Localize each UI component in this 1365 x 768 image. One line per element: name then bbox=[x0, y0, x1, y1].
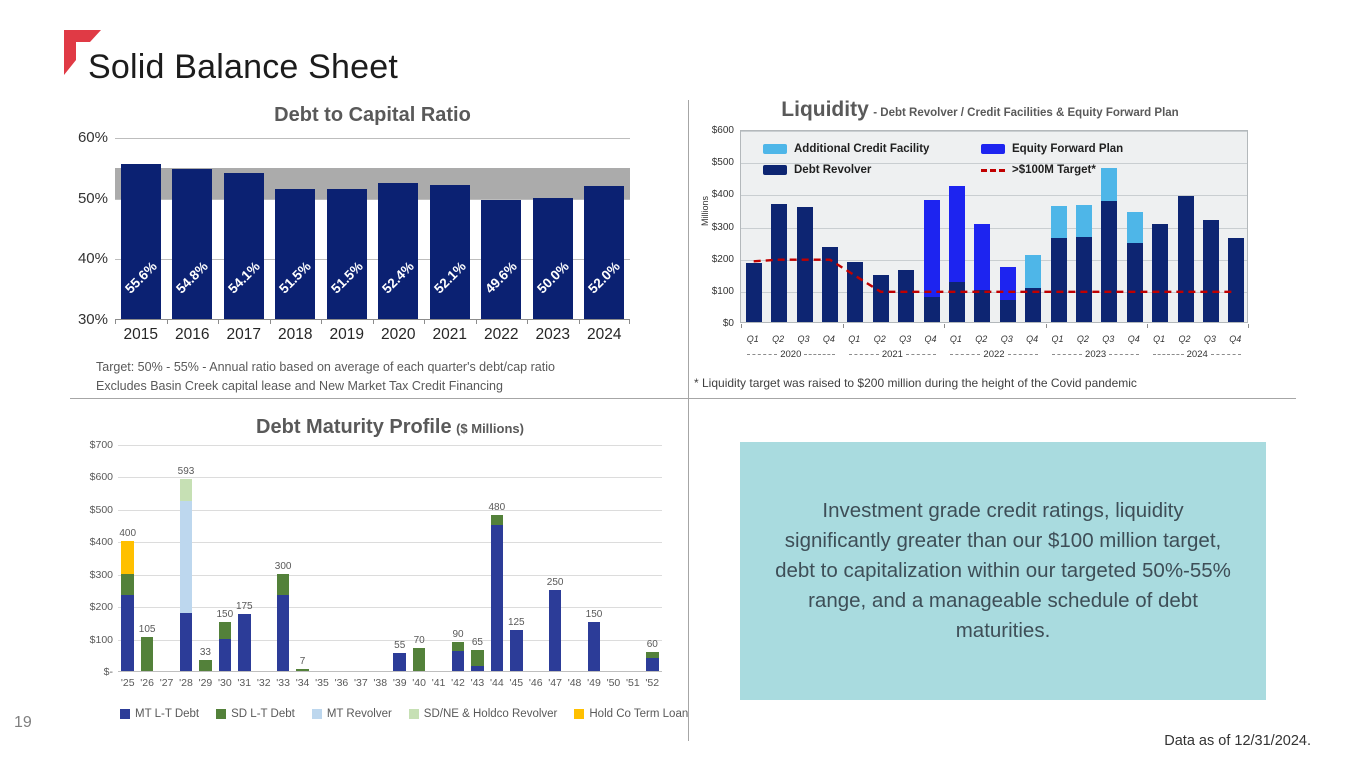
y-tick-label: 50% bbox=[77, 189, 108, 207]
gridline bbox=[118, 575, 662, 576]
legend-label: MT L-T Debt bbox=[135, 708, 200, 720]
x-tick-label: '46 bbox=[528, 677, 543, 689]
x-tick-label: '30 bbox=[218, 677, 232, 689]
horizontal-divider bbox=[70, 398, 1296, 399]
year-dash bbox=[950, 354, 980, 355]
quarter-label: Q4 bbox=[1127, 334, 1140, 344]
year-dash bbox=[906, 354, 936, 355]
quarter-label: Q1 bbox=[1051, 334, 1064, 344]
y-tick-label: 40% bbox=[77, 250, 108, 268]
bar-label: 52.4% bbox=[379, 258, 418, 297]
y-tick-label: $200 bbox=[711, 253, 734, 265]
x-tick-label: '33 bbox=[276, 677, 290, 689]
quarter-label: Q2 bbox=[873, 334, 886, 344]
x-tick-label: 2024 bbox=[587, 326, 622, 343]
x-tick-label: '25 bbox=[120, 677, 135, 689]
legend-item bbox=[763, 143, 981, 155]
year-group-label bbox=[744, 349, 838, 360]
bar-segment bbox=[180, 613, 193, 671]
bar-label: 54.1% bbox=[224, 258, 263, 297]
x-tick-label: 2020 bbox=[381, 326, 416, 343]
bar bbox=[430, 185, 470, 319]
bar bbox=[121, 164, 161, 319]
gridline bbox=[118, 510, 662, 511]
debt-to-capital-footnote bbox=[96, 358, 555, 397]
legend-swatch bbox=[120, 709, 130, 719]
x-tick-label: 2019 bbox=[329, 326, 364, 343]
x-tick-label: '32 bbox=[256, 677, 271, 689]
bar-label: 49.6% bbox=[482, 258, 521, 297]
bar-total-label: 400 bbox=[119, 528, 137, 540]
year-dash bbox=[1153, 354, 1183, 355]
axis-tick bbox=[476, 320, 477, 324]
y-tick-label: $600 bbox=[711, 125, 734, 136]
quarter-label: Q2 bbox=[975, 334, 988, 344]
x-tick-label: '38 bbox=[373, 677, 388, 689]
debt-maturity-plot bbox=[118, 445, 662, 672]
bar-segment bbox=[121, 574, 134, 595]
legend-label: SD L-T Debt bbox=[231, 708, 295, 720]
y-tick-label: $400 bbox=[89, 536, 113, 549]
bar-total-label: 105 bbox=[138, 623, 156, 635]
x-tick-label: '31 bbox=[237, 677, 252, 689]
bar-segment bbox=[141, 637, 154, 671]
debt-maturity-legend bbox=[120, 708, 688, 720]
axis-tick bbox=[218, 320, 219, 324]
y-tick-label: $400 bbox=[711, 189, 734, 201]
bar-label: 54.8% bbox=[173, 258, 212, 297]
bar-segment bbox=[510, 630, 523, 671]
bar-label: 52.0% bbox=[585, 258, 624, 297]
year-group-label bbox=[1150, 349, 1244, 360]
x-tick-label: '29 bbox=[198, 677, 213, 689]
liquidity-title-sub: - Debt Revolver / Credit Facilities & Equity Forward Plan bbox=[873, 107, 1179, 119]
summary-callout-text: Investment grade credit ratings, liquidity significantly greater than our $100 million target, debt to capitalization within our targeted 50%-55% range, and a manageable schedule of debt maturities. bbox=[775, 498, 1231, 643]
quarter-label: Q3 bbox=[1203, 334, 1216, 344]
bar-total-label: 125 bbox=[507, 617, 525, 629]
legend-item bbox=[312, 708, 392, 720]
bar-segment bbox=[491, 525, 504, 671]
year-dash bbox=[804, 354, 834, 355]
y-tick-label: 60% bbox=[77, 129, 108, 146]
x-tick-label: '47 bbox=[548, 677, 562, 689]
gridline bbox=[118, 477, 662, 478]
quarter-label: Q1 bbox=[1153, 334, 1166, 344]
year-dash bbox=[1052, 354, 1082, 355]
x-tick-label: '52 bbox=[645, 677, 660, 689]
liquidity-title bbox=[712, 98, 1248, 122]
footnote-line-2: Excludes Basin Creek capital lease and New Market Tax Credit Financing bbox=[96, 379, 503, 394]
x-tick-label: '42 bbox=[451, 677, 465, 689]
year-dash bbox=[1008, 354, 1038, 355]
bar bbox=[275, 189, 315, 319]
bar-total-label: 90 bbox=[452, 628, 464, 640]
legend-swatch bbox=[216, 709, 226, 719]
bar-label: 51.5% bbox=[276, 258, 315, 297]
year-group-label bbox=[947, 349, 1041, 360]
x-tick-label: '45 bbox=[509, 677, 524, 689]
x-tick-label: 2021 bbox=[432, 326, 467, 343]
legend-swatch bbox=[574, 709, 584, 719]
bar-segment bbox=[452, 642, 465, 651]
quarter-label: Q3 bbox=[1102, 334, 1115, 344]
axis-tick bbox=[321, 320, 322, 324]
year-dash bbox=[1109, 354, 1139, 355]
year-label: 2021 bbox=[881, 349, 903, 360]
axis-tick bbox=[741, 324, 742, 328]
y-tick-label: $- bbox=[103, 666, 113, 678]
quarter-label: Q4 bbox=[1026, 334, 1039, 344]
gridline bbox=[115, 138, 630, 139]
legend-item bbox=[763, 164, 981, 176]
axis-tick bbox=[1248, 324, 1249, 328]
x-tick-label: 2023 bbox=[535, 326, 570, 343]
bar-segment bbox=[180, 479, 193, 501]
bar-segment bbox=[238, 614, 251, 671]
liquidity-chart bbox=[692, 96, 1258, 396]
axis-tick bbox=[843, 324, 844, 328]
x-tick-label: '36 bbox=[334, 677, 349, 689]
bar-total-label: 70 bbox=[413, 635, 425, 647]
bar bbox=[533, 198, 573, 319]
x-tick-label: '34 bbox=[295, 677, 310, 689]
x-tick-label: 2016 bbox=[175, 326, 210, 343]
debt-maturity-title-main: Debt Maturity Profile bbox=[256, 416, 452, 438]
bar-segment bbox=[588, 622, 601, 671]
data-as-of: Data as of 12/31/2024. bbox=[1164, 733, 1311, 749]
liquidity-title-main: Liquidity bbox=[781, 98, 869, 121]
liquidity-plot bbox=[740, 130, 1248, 323]
x-tick-label: '51 bbox=[626, 677, 640, 689]
axis-tick bbox=[270, 320, 271, 324]
year-label: 2022 bbox=[983, 349, 1005, 360]
quarter-label: Q4 bbox=[1229, 334, 1242, 344]
bar-segment bbox=[549, 590, 562, 671]
bar-label: 51.5% bbox=[327, 258, 366, 297]
legend-item bbox=[574, 708, 688, 720]
legend-item bbox=[216, 708, 295, 720]
bar-segment bbox=[121, 541, 134, 573]
legend-swatch bbox=[763, 144, 787, 154]
legend-item bbox=[981, 164, 1123, 176]
x-tick-label: '40 bbox=[412, 677, 426, 689]
y-tick-label: $300 bbox=[89, 568, 113, 581]
bar-segment bbox=[180, 501, 193, 613]
y-tick-label: $0 bbox=[722, 318, 734, 329]
axis-tick bbox=[373, 320, 374, 324]
bar-segment bbox=[471, 650, 484, 666]
y-tick-label: $100 bbox=[89, 633, 113, 646]
quarter-label: Q4 bbox=[924, 334, 937, 344]
bar-segment bbox=[199, 660, 212, 671]
debt-to-capital-title: Debt to Capital Ratio bbox=[274, 104, 471, 126]
y-tick-label: $300 bbox=[711, 221, 734, 233]
x-tick-label: 2017 bbox=[226, 326, 261, 343]
legend-item bbox=[120, 708, 199, 720]
bar-segment bbox=[296, 669, 309, 671]
vertical-divider bbox=[688, 100, 689, 741]
bar-total-label: 593 bbox=[177, 465, 195, 477]
slide-title: Solid Balance Sheet bbox=[88, 48, 399, 86]
bar-segment bbox=[277, 595, 290, 671]
bar-label: 50.0% bbox=[533, 258, 572, 297]
y-tick-label: $500 bbox=[711, 157, 734, 169]
x-tick-label: '26 bbox=[140, 677, 154, 689]
page-number: 19 bbox=[14, 714, 32, 731]
bar bbox=[584, 186, 624, 319]
bar-segment bbox=[219, 639, 232, 671]
bar bbox=[172, 169, 212, 319]
bar bbox=[327, 189, 367, 319]
bar-segment bbox=[452, 651, 465, 671]
bar-segment bbox=[277, 574, 290, 595]
bar-total-label: 7 bbox=[299, 655, 306, 667]
x-tick-label: '27 bbox=[159, 677, 174, 689]
y-tick-label: $500 bbox=[89, 503, 113, 516]
legend-swatch bbox=[409, 709, 419, 719]
y-tick-label: 30% bbox=[77, 311, 108, 328]
year-label: 2024 bbox=[1186, 349, 1208, 360]
bar-total-label: 33 bbox=[199, 647, 211, 659]
quarter-label: Q1 bbox=[949, 334, 962, 344]
quarter-label: Q2 bbox=[1178, 334, 1191, 344]
legend-label: Equity Forward Plan bbox=[1012, 143, 1124, 155]
bar-segment bbox=[121, 595, 134, 671]
legend-swatch bbox=[981, 169, 1005, 172]
year-label: 2023 bbox=[1085, 349, 1107, 360]
bar-total-label: 175 bbox=[235, 601, 253, 613]
debt-to-capital-chart bbox=[70, 100, 660, 398]
bar-total-label: 60 bbox=[646, 638, 658, 650]
bar-total-label: 150 bbox=[585, 609, 603, 621]
quarter-label: Q3 bbox=[797, 334, 810, 344]
bar-segment bbox=[646, 652, 659, 658]
x-tick-label: '44 bbox=[490, 677, 504, 689]
bar-total-label: 150 bbox=[216, 609, 234, 621]
quarter-label: Q1 bbox=[848, 334, 861, 344]
legend-label: Debt Revolver bbox=[794, 164, 872, 176]
quarter-label: Q4 bbox=[822, 334, 835, 344]
summary-callout bbox=[740, 442, 1266, 700]
bar bbox=[378, 183, 418, 319]
liquidity-y-axis-label: Millions bbox=[700, 195, 711, 227]
legend-label: Hold Co Term Loan bbox=[589, 708, 689, 720]
axis-tick bbox=[1147, 324, 1148, 328]
x-tick-label: 2022 bbox=[484, 326, 519, 343]
x-tick-label: 2018 bbox=[278, 326, 313, 343]
debt-to-capital-plot bbox=[115, 138, 630, 320]
legend-label: >$100M Target* bbox=[1012, 164, 1096, 176]
legend-label: Additional Credit Facility bbox=[794, 143, 930, 155]
axis-tick bbox=[167, 320, 168, 324]
bar-total-label: 55 bbox=[394, 640, 406, 652]
quarter-label: Q2 bbox=[1076, 334, 1089, 344]
y-tick-label: $700 bbox=[89, 439, 113, 451]
bar-segment bbox=[413, 648, 426, 671]
bar-segment bbox=[393, 653, 406, 671]
y-tick-label: $200 bbox=[89, 601, 113, 614]
legend-label: SD/NE & Holdco Revolver bbox=[423, 708, 558, 720]
axis-tick bbox=[579, 320, 580, 324]
bar bbox=[481, 200, 521, 319]
quarter-label: Q2 bbox=[772, 334, 785, 344]
year-dash bbox=[1211, 354, 1241, 355]
bar bbox=[224, 173, 264, 319]
quarter-label: Q3 bbox=[899, 334, 912, 344]
year-dash bbox=[849, 354, 879, 355]
x-tick-label: '28 bbox=[179, 677, 193, 689]
y-tick-label: $600 bbox=[89, 471, 113, 484]
liquidity-footnote: * Liquidity target was raised to $200 million during the height of the Covid pandemic bbox=[694, 376, 1137, 390]
legend-swatch bbox=[312, 709, 322, 719]
year-group-label bbox=[846, 349, 940, 360]
bar-segment bbox=[471, 666, 484, 671]
debt-maturity-title-sub: ($ Millions) bbox=[456, 421, 524, 436]
liquidity-legend bbox=[763, 143, 1123, 176]
debt-maturity-title bbox=[118, 416, 662, 439]
legend-item bbox=[981, 143, 1123, 155]
footnote-line-1: Target: 50% - 55% - Annual ratio based on average of each quarter's debt/cap ratio bbox=[96, 360, 555, 374]
bar-total-label: 480 bbox=[488, 502, 506, 514]
bar-total-label: 250 bbox=[546, 576, 564, 588]
bar-segment bbox=[219, 622, 232, 638]
x-tick-label: '35 bbox=[315, 677, 329, 689]
axis-tick bbox=[424, 320, 425, 324]
x-tick-label: '48 bbox=[567, 677, 582, 689]
x-tick-label: '50 bbox=[606, 677, 621, 689]
x-tick-label: '43 bbox=[470, 677, 485, 689]
x-tick-label: '41 bbox=[431, 677, 446, 689]
axis-tick bbox=[629, 320, 630, 324]
bar-total-label: 300 bbox=[274, 560, 292, 572]
bar-label: 52.1% bbox=[430, 258, 469, 297]
axis-tick bbox=[1046, 324, 1047, 328]
y-tick-label: $100 bbox=[711, 285, 734, 297]
legend-item bbox=[409, 708, 558, 720]
quarter-label: Q1 bbox=[746, 334, 759, 344]
year-group-label bbox=[1049, 349, 1143, 360]
bar-segment bbox=[491, 515, 504, 525]
gridline bbox=[118, 445, 662, 446]
x-tick-label: 2015 bbox=[123, 326, 158, 343]
gridline bbox=[118, 542, 662, 543]
x-tick-label: '37 bbox=[354, 677, 368, 689]
debt-maturity-chart bbox=[75, 416, 689, 732]
gridline bbox=[118, 607, 662, 608]
year-label: 2020 bbox=[780, 349, 802, 360]
bar-total-label: 65 bbox=[471, 636, 483, 648]
quarter-label: Q3 bbox=[1000, 334, 1013, 344]
axis-tick bbox=[527, 320, 528, 324]
year-dash bbox=[747, 354, 777, 355]
x-tick-label: '39 bbox=[392, 677, 407, 689]
legend-label: MT Revolver bbox=[326, 708, 392, 720]
x-tick-label: '49 bbox=[587, 677, 601, 689]
axis-tick bbox=[115, 320, 116, 324]
legend-swatch bbox=[981, 144, 1005, 154]
legend-swatch bbox=[763, 165, 787, 175]
axis-tick bbox=[944, 324, 945, 328]
bar-label: 55.6% bbox=[121, 258, 160, 297]
bar-segment bbox=[646, 658, 659, 671]
